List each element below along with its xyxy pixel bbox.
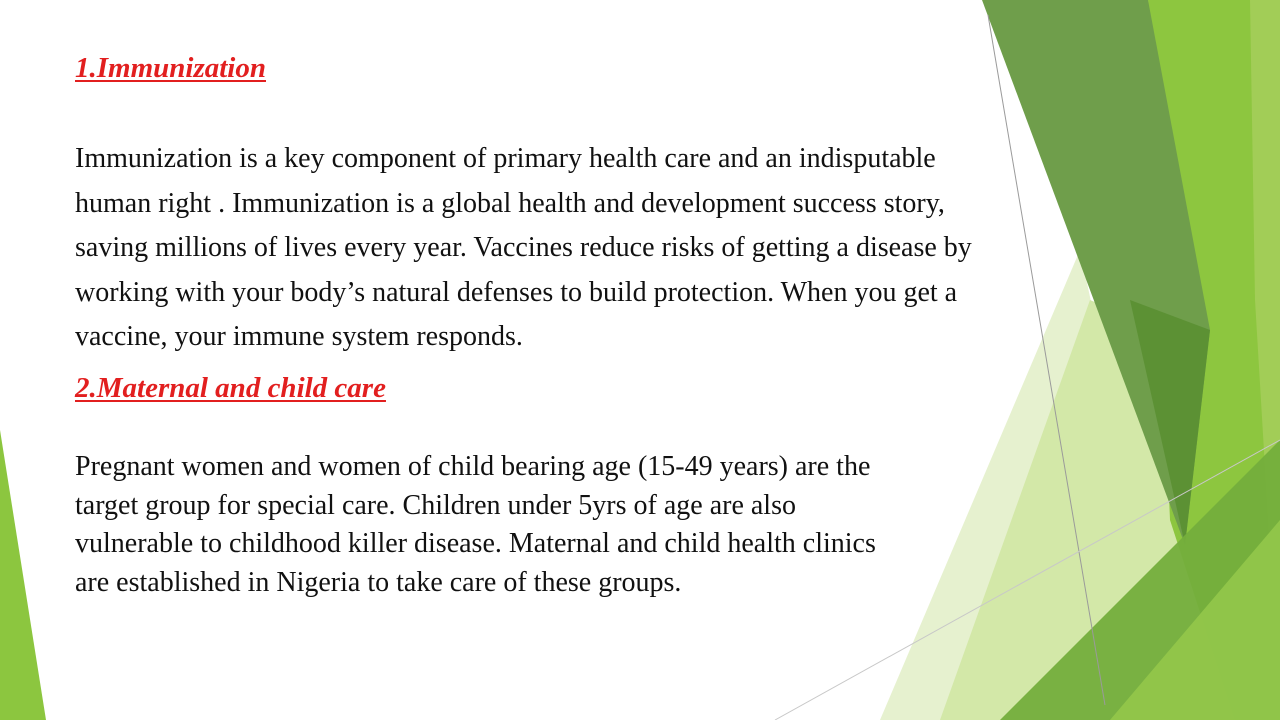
paragraph-line: are established in Nigeria to take care of these groups.	[75, 566, 682, 598]
heading-number: 1	[75, 52, 90, 84]
paragraph-line: target group for special care. Children under 5yrs of age are also	[75, 489, 796, 521]
immunization-paragraph	[75, 137, 972, 360]
paragraph-line: human right . Immunization is a global health and development success story,	[75, 187, 945, 219]
paragraph-line: Pregnant women and women of child bearing age (15-49 years) are the	[75, 451, 871, 482]
paragraph-line: Immunization is a key component of primary health care and an indisputable	[75, 143, 936, 174]
maternal-child-care-paragraph	[75, 448, 876, 602]
heading-text: .Immunization	[89, 52, 266, 84]
paragraph-line: vaccine, your immune system responds.	[75, 321, 523, 352]
section-heading-maternal-child-care	[75, 373, 386, 405]
paragraph-line: saving millions of lives every year. Vaccines reduce risks of getting a disease by	[75, 232, 972, 263]
paragraph-line: working with your body’s natural defenses to build protection. When you get a	[75, 276, 958, 308]
heading-text: 2.Maternal and child care	[75, 372, 386, 404]
paragraph-line: vulnerable to childhood killer disease. Maternal and child health clinics	[75, 528, 876, 559]
section-heading-immunization	[75, 53, 266, 85]
